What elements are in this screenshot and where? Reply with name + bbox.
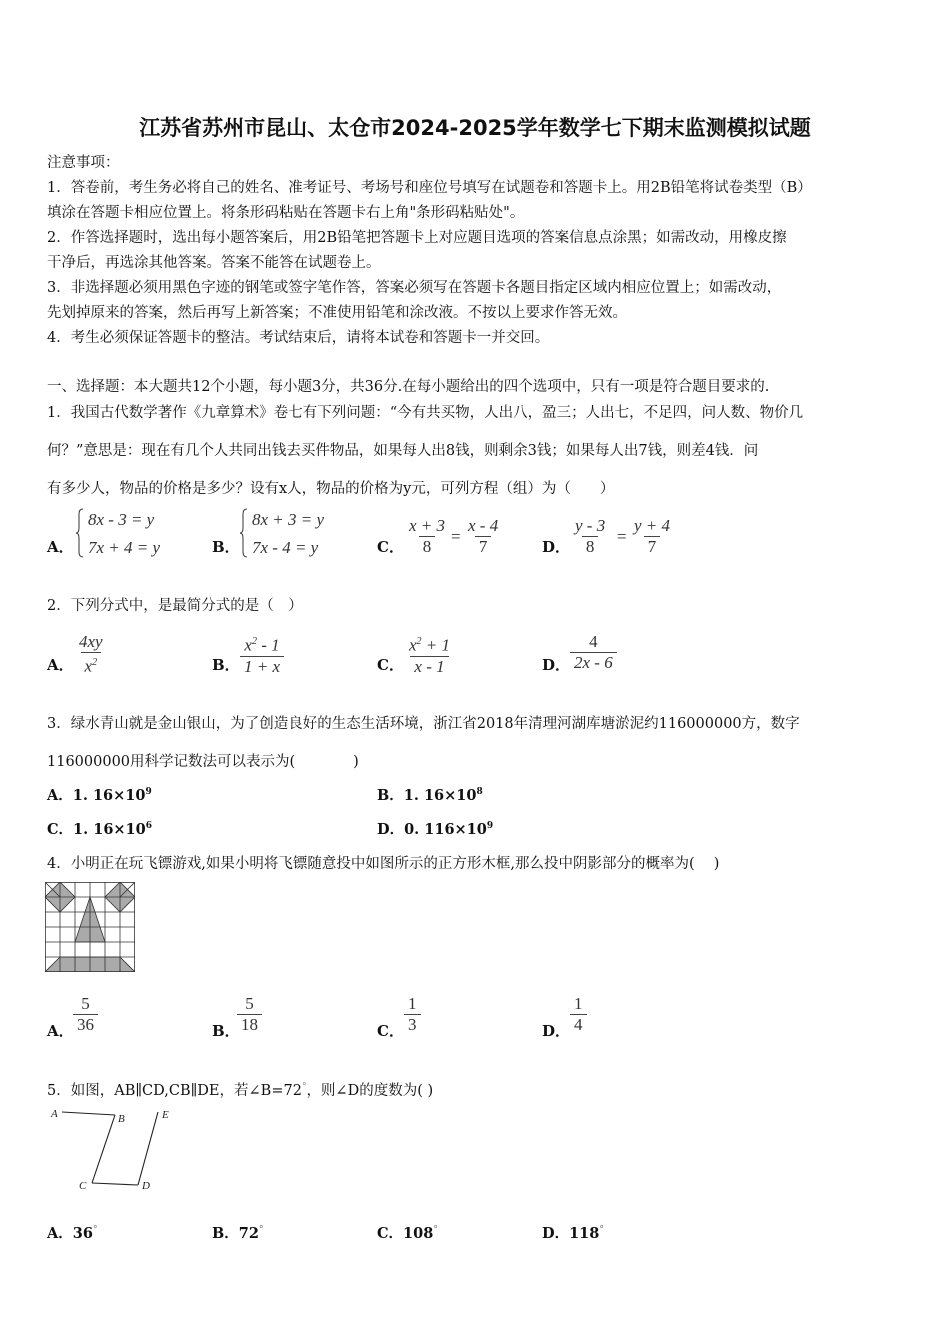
numerator: y + 4 [634, 516, 671, 535]
q4-a-frac [73, 994, 98, 1035]
q3-option-b [377, 784, 483, 805]
q1-stem-line: 1．我国古代数学著作《九章算术》卷七有下列问题：“今有共买物，人出八，盈三；人出七，不足四，问人数、物价几 [47, 405, 804, 421]
q3-option-a [47, 784, 152, 805]
notice-line: 干净后，再选涂其他答案。答案不能答在试题卷上。 [47, 255, 381, 271]
notice-line: 2．作答选择题时，选出每小题答案后，用2B铅笔把答题卡上对应题目选项的答案信息点涂黑；如需改动，用橡皮擦 [47, 230, 787, 246]
q4-c-frac [404, 994, 421, 1035]
q1-b-eq2: 7x - 4 = y [252, 538, 319, 557]
denominator: 2x - 6 [570, 652, 617, 673]
notice-line: 填涂在答题卡相应位置上。将条形码粘贴在答题卡右上角"条形码粘贴处"。 [47, 205, 525, 221]
q1-c-frac-right [464, 516, 502, 557]
denominator: 7 [475, 536, 492, 557]
q4-b-frac [237, 994, 262, 1035]
option-label: A． [47, 1225, 73, 1242]
denominator: 3 [404, 1014, 421, 1035]
q5-stem [47, 1079, 433, 1100]
option-label: B． [377, 787, 404, 804]
option-base: 1. 16×10 [403, 787, 477, 804]
degree-symbol: ° [301, 1082, 307, 1093]
numerator: 4xy [79, 632, 103, 651]
q5-stem-post: ，则∠D的度数为( ) [306, 1083, 434, 1099]
q1-option-a-system [76, 510, 196, 562]
q1-option-b-label: B． [212, 538, 240, 556]
notice-line: 1．答卷前，考生务必将自己的姓名、准考证号、考场号和座位号填写在试题卷和答题卡上。用2B铅笔将试卷类型（B） [47, 180, 812, 196]
q4-option-d-label: D． [542, 1022, 571, 1040]
q2-b-frac [240, 632, 284, 677]
q2-option-b-label: B． [212, 656, 240, 674]
q1-option-a-label: A． [47, 538, 74, 556]
q5-option-a [47, 1222, 97, 1243]
q5-option-b [212, 1222, 263, 1243]
notice-line: 4．考生必须保证答题卡的整洁。考试结束后，请将本试卷和答题卡一并交回。 [47, 330, 550, 346]
denominator: 1 + x [240, 656, 284, 677]
brace-icon [240, 508, 248, 558]
dartboard-grid-figure [45, 882, 135, 972]
numerator: x - 4 [468, 516, 499, 535]
notice-heading: 注意事项： [47, 155, 120, 171]
notice-line: 3．非选择题必须用黑色字迹的钢笔或签字笔作答，答案必须写在答题卡各题目指定区域内相应位置上；如需改动， [47, 280, 782, 296]
point-label-a: A [51, 1108, 58, 1120]
q3-option-c [47, 818, 152, 839]
q1-stem-line: 有多少人，物品的价格是多少？设有x人，物品的价格为y元，可列方程（组）为（ ） [47, 481, 615, 497]
point-label-c: C [79, 1180, 87, 1192]
option-value: 118 [569, 1225, 600, 1242]
q5-option-c [377, 1222, 438, 1243]
q1-d-frac-right [630, 516, 674, 557]
q2-option-d-label: D． [542, 656, 571, 674]
q1-d-frac-left [571, 516, 609, 557]
q1-option-d-label: D． [542, 538, 571, 556]
q2-option-a-label: A． [47, 656, 74, 674]
point-label-b: B [118, 1113, 125, 1125]
option-label: A． [47, 787, 73, 804]
degree-symbol: ° [433, 1225, 438, 1236]
num-rest: - 1 [256, 635, 280, 655]
q3-stem-line: 3．绿水青山就是金山银山，为了创造良好的生态生活环境，浙江省2018年清理河湖库塘淤泥约116000000方，数字 [47, 716, 800, 732]
denominator: 8 [419, 536, 436, 557]
option-base: 1. 16×10 [72, 787, 146, 804]
denominator [81, 652, 102, 677]
numerator [405, 632, 454, 656]
degree-symbol: ° [599, 1225, 604, 1236]
q1-a-eq2: 7x + 4 = y [88, 538, 161, 557]
q4-stem: 4．小明正在玩飞镖游戏,如果小明将飞镖随意投中如图所示的正方形木框,那么投中阴影部分的概率为( ) [47, 856, 720, 872]
equals-sign: = [451, 527, 461, 546]
q2-a-frac [75, 632, 107, 677]
section-heading: 一、选择题：本大题共12个小题，每小题3分，共36分.在每小题给出的四个选项中，只有一项是符合题目要求的. [47, 379, 770, 395]
denominator: 4 [570, 1014, 587, 1035]
option-label: D． [377, 821, 405, 838]
degree-symbol: ° [92, 1225, 98, 1236]
q1-option-b-system [240, 510, 360, 562]
option-exp: 8 [476, 787, 483, 798]
numerator: 1 [408, 994, 417, 1013]
q1-b-eq1: 8x + 3 = y [252, 510, 325, 529]
denominator: 18 [237, 1014, 262, 1035]
point-label-d: D [142, 1180, 150, 1192]
option-base: 1. 16×10 [73, 821, 146, 838]
q2-option-c-label: C． [377, 656, 404, 674]
q4-option-a-label: A． [47, 1022, 74, 1040]
denominator: 7 [644, 536, 661, 557]
den-exp: 2 [92, 657, 98, 668]
q4-option-c-label: C． [377, 1022, 404, 1040]
q1-a-eq1: 8x - 3 = y [88, 510, 155, 529]
denominator: x - 1 [410, 656, 448, 677]
q4-option-b-label: B． [212, 1022, 240, 1040]
numerator: 5 [81, 994, 90, 1013]
numerator [240, 632, 283, 656]
degree-symbol: ° [258, 1225, 264, 1236]
num-rest: + 1 [421, 635, 451, 655]
parallel-lines-figure [48, 1106, 178, 1198]
q5-option-d [542, 1222, 604, 1243]
q2-c-frac [405, 632, 454, 677]
q3-option-d [377, 818, 493, 839]
option-label: C． [377, 1225, 404, 1242]
denominator: 36 [73, 1014, 98, 1035]
num-exp: 2 [416, 636, 422, 647]
numerator: 1 [574, 994, 583, 1013]
numerator: y - 3 [575, 516, 606, 535]
q1-option-c-label: C． [377, 538, 404, 556]
notice-line: 先划掉原来的答案，然后再写上新答案；不准使用铅笔和涂改液。不按以上要求作答无效。 [47, 305, 627, 321]
q4-d-frac [570, 994, 587, 1035]
option-exp: 9 [486, 821, 494, 832]
equals-sign: = [617, 527, 627, 546]
q3-stem-line: 116000000用科学记数法可以表示为( ) [47, 754, 359, 770]
q5-stem-pre: 5．如图，AB∥CD,CB∥DE，若∠B=72 [47, 1083, 302, 1099]
num-base: x [244, 635, 252, 655]
q1-stem-line: 何？”意思是：现在有几个人共同出钱去买件物品，如果每人出8钱，则剩余3钱；如果每人出7钱，则差4钱．问 [47, 443, 759, 459]
q1-c-frac-left [405, 516, 449, 557]
option-label: C． [47, 821, 74, 838]
q2-d-frac [570, 632, 617, 673]
numerator: 5 [245, 994, 254, 1013]
numerator: 4 [589, 632, 598, 651]
option-value: 108 [403, 1225, 434, 1242]
option-exp: 6 [145, 821, 153, 832]
option-label: B． [212, 1225, 239, 1242]
den-base: x [84, 656, 93, 676]
denominator: 8 [582, 536, 599, 557]
option-label: D． [542, 1225, 570, 1242]
num-base: x [409, 635, 417, 655]
q2-stem: 2．下列分式中，是最简分式的是（ ） [47, 598, 303, 614]
option-exp: 9 [145, 787, 152, 798]
num-exp: 2 [251, 636, 257, 647]
option-value: 72 [238, 1225, 259, 1242]
brace-icon [76, 508, 84, 558]
numerator: x + 3 [409, 516, 446, 535]
page-title: 江苏省苏州市昆山、太仓市2024-2025学年数学七下期末监测模拟试题 [139, 116, 811, 140]
option-base: 0. 116×10 [404, 821, 487, 838]
point-label-e: E [162, 1109, 169, 1121]
option-value: 36 [72, 1225, 93, 1242]
